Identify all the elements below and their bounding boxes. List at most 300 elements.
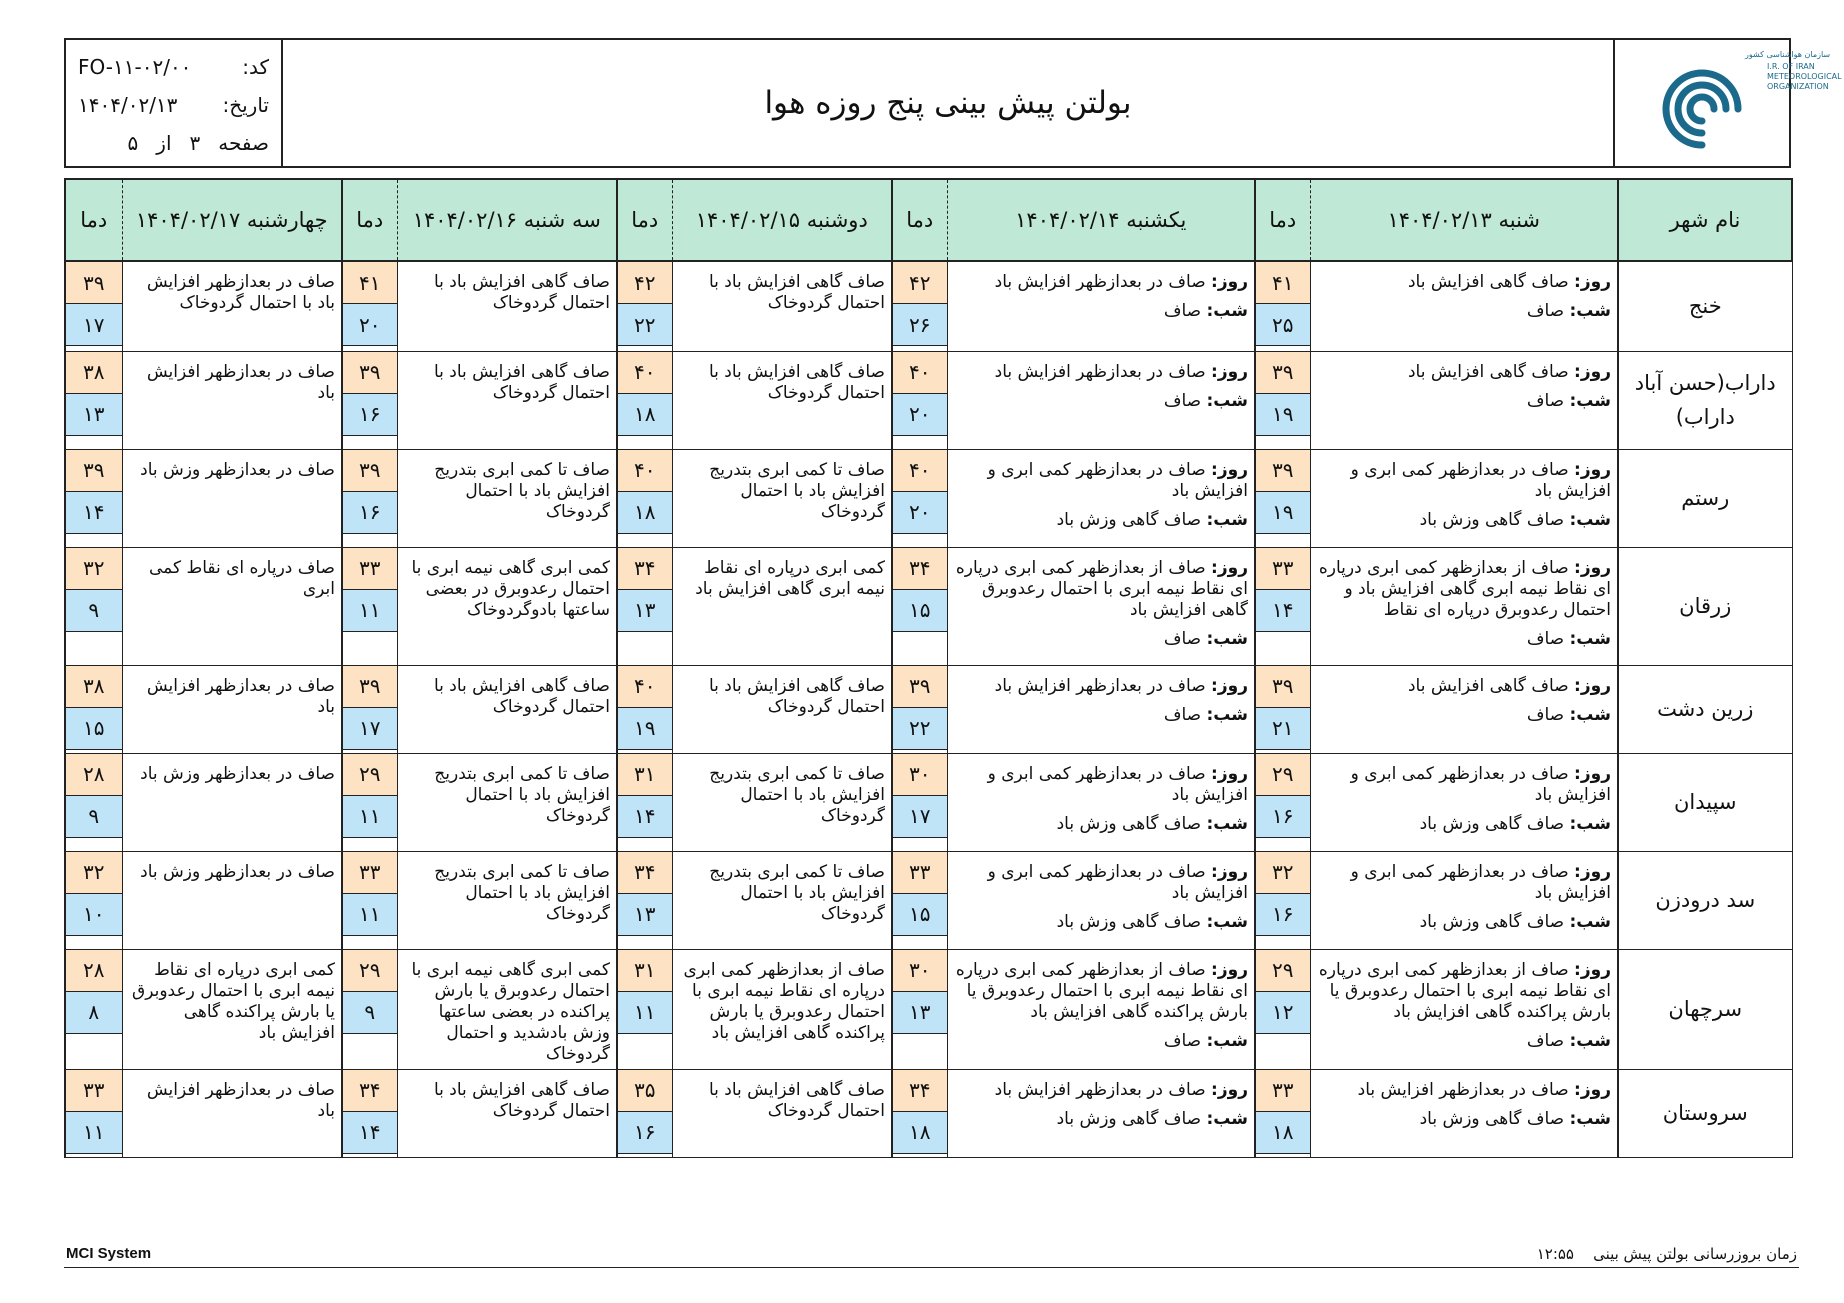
day-label: روز: [1574, 675, 1611, 696]
min-temperature: ۱۱ [618, 992, 672, 1034]
max-temperature: ۳۲ [66, 852, 122, 894]
bulletin-meta [66, 40, 283, 166]
day-text: صاف گاهی افزایش باد [1407, 361, 1569, 382]
day-text: صاف در بعدازظهر کمی ابری و افزایش باد [987, 459, 1248, 501]
max-temperature: ۲۹ [1256, 950, 1310, 992]
temperature-cell [1255, 547, 1310, 665]
city-name: سپیدان [1618, 753, 1792, 851]
night-label: شب: [1569, 1108, 1611, 1129]
forecast-description [672, 547, 892, 665]
day-label: روز: [1574, 272, 1611, 292]
temperature-cell [65, 351, 122, 449]
temperature-cell [617, 665, 672, 753]
max-temperature: ۴۰ [618, 352, 672, 394]
min-temperature: ۱۶ [618, 1112, 672, 1154]
night-forecast [954, 301, 1249, 322]
max-temperature: ۳۰ [893, 950, 947, 992]
temperature-cell [342, 949, 397, 1069]
city-name: خنج [1618, 261, 1792, 351]
min-temperature: ۱۸ [618, 394, 672, 436]
min-temperature: ۹ [343, 992, 397, 1034]
night-text: صاف گاهی وزش باد [1056, 509, 1202, 530]
max-temperature: ۳۴ [618, 852, 672, 894]
temperature-cell [65, 547, 122, 665]
min-temperature: ۱۹ [1256, 492, 1310, 534]
city-name: زرقان [1618, 547, 1792, 665]
forecast-text: صاف گاهی افزایش باد با احتمال گردوخاک [708, 675, 885, 717]
max-temperature: ۳۲ [1256, 852, 1310, 894]
code-label: کد: [242, 55, 269, 79]
forecast-description [947, 1069, 1255, 1157]
table-row [65, 261, 1792, 351]
min-temperature: ۱۸ [1256, 1112, 1310, 1154]
max-temperature: ۳۴ [618, 548, 672, 590]
temperature-cell [892, 949, 947, 1069]
night-label: شب: [1206, 704, 1248, 725]
day-forecast [1317, 960, 1612, 1023]
forecast-description [122, 665, 342, 753]
forecast-description [397, 851, 617, 949]
logo-org-en-3: ORGANIZATION [1767, 82, 1829, 91]
temperature-cell [892, 753, 947, 851]
day-forecast [954, 676, 1249, 697]
max-temperature: ۲۸ [66, 754, 122, 796]
temp-column-header: دما [65, 179, 122, 261]
temperature-cell [892, 547, 947, 665]
forecast-text: صاف گاهی افزایش باد با احتمال گردوخاک [708, 361, 885, 403]
day-label: روز: [1211, 675, 1248, 696]
max-temperature: ۳۱ [618, 950, 672, 992]
max-temperature: ۴۲ [893, 262, 947, 304]
day-label: روز: [1574, 459, 1611, 480]
forecast-text: صاف گاهی افزایش باد با احتمال گردوخاک [433, 675, 610, 717]
max-temperature: ۲۸ [66, 950, 122, 992]
table-header-row [65, 179, 1792, 261]
page-current: ۳ [189, 131, 201, 155]
temperature-cell [1255, 449, 1310, 547]
forecast-description [947, 949, 1255, 1069]
forecast-description [947, 753, 1255, 851]
night-label: شب: [1206, 1108, 1248, 1129]
day-label: روز: [1574, 861, 1611, 882]
table-row [65, 753, 1792, 851]
min-temperature: ۱۵ [66, 708, 122, 750]
max-temperature: ۳۴ [893, 1070, 947, 1112]
min-temperature: ۱۱ [343, 894, 397, 936]
min-temperature: ۸ [66, 992, 122, 1034]
page-label: صفحه [218, 131, 269, 155]
night-label: شب: [1569, 301, 1611, 321]
night-label: شب: [1206, 911, 1248, 932]
temperature-cell [892, 261, 947, 351]
day-label: روز: [1574, 1079, 1611, 1100]
max-temperature: ۳۹ [1256, 666, 1310, 708]
forecast-text: صاف تا کمی ابری بتدریج افزایش باد با احتمال گردوخاک [709, 763, 885, 826]
code-value: FO-۱۱-۰۲/۰۰ [78, 55, 192, 79]
night-label: شب: [1569, 628, 1611, 649]
logo-org-en-2: METEOROLOGICAL [1767, 72, 1842, 81]
table-row [65, 851, 1792, 949]
day-text: صاف در بعدازظهر افزایش باد [994, 361, 1206, 382]
night-text: صاف گاهی وزش باد [1056, 1108, 1202, 1129]
city-name: سد درودزن [1618, 851, 1792, 949]
min-temperature: ۲۲ [618, 304, 672, 346]
temperature-cell [617, 1069, 672, 1157]
forecast-description [947, 665, 1255, 753]
table-row [65, 351, 1792, 449]
forecast-description [947, 351, 1255, 449]
forecast-description [1310, 851, 1618, 949]
min-temperature: ۱۱ [66, 1112, 122, 1154]
temperature-cell [65, 261, 122, 351]
day-text: صاف در بعدازظهر کمی ابری و افزایش باد [987, 861, 1248, 903]
temperature-cell [617, 949, 672, 1069]
day-column-header: یکشنبه ۱۴۰۴/۰۲/۱۴ [947, 179, 1255, 261]
night-label: شب: [1569, 509, 1611, 530]
min-temperature: ۱۶ [1256, 796, 1310, 838]
day-column-header: سه شنبه ۱۴۰۴/۰۲/۱۶ [397, 179, 617, 261]
table-row [65, 547, 1792, 665]
forecast-description [122, 851, 342, 949]
min-temperature: ۲۱ [1256, 708, 1310, 750]
day-text: صاف در بعدازظهر افزایش باد [1357, 1079, 1569, 1100]
forecast-text: صاف در بعدازظهر وزش باد [140, 459, 335, 480]
forecast-description [672, 351, 892, 449]
day-text: صاف در بعدازظهر افزایش باد [994, 675, 1206, 696]
max-temperature: ۳۳ [1256, 1070, 1310, 1112]
forecast-text: کمی ابری گاهی نیمه ابری با احتمال رعدوبرق در بعضی ساعتها بادوگردوخاک [411, 557, 610, 620]
temperature-cell [892, 351, 947, 449]
night-forecast [1317, 391, 1612, 412]
forecast-text: صاف تا کمی ابری بتدریج افزایش باد با احتمال گردوخاک [434, 763, 610, 826]
date-value: ۱۴۰۴/۰۲/۱۳ [78, 93, 178, 117]
temperature-cell [342, 261, 397, 351]
bulletin-footer [64, 1245, 1799, 1268]
forecast-description [1310, 351, 1618, 449]
night-text: صاف گاهی وزش باد [1419, 813, 1565, 834]
max-temperature: ۳۴ [893, 548, 947, 590]
forecast-description [672, 665, 892, 753]
forecast-description [1310, 1069, 1618, 1157]
max-temperature: ۳۹ [343, 352, 397, 394]
min-temperature: ۱۶ [343, 394, 397, 436]
min-temperature: ۱۴ [343, 1112, 397, 1154]
day-label: روز: [1211, 459, 1248, 480]
forecast-text: صاف در بعدازظهر افزایش باد با احتمال گردوخاک [146, 272, 335, 313]
night-label: شب: [1569, 390, 1611, 411]
max-temperature: ۳۹ [343, 450, 397, 492]
forecast-description [672, 261, 892, 351]
night-text: صاف گاهی وزش باد [1419, 509, 1565, 530]
forecast-description [397, 1069, 617, 1157]
min-temperature: ۱۳ [618, 894, 672, 936]
max-temperature: ۳۹ [66, 450, 122, 492]
night-label: شب: [1569, 704, 1611, 725]
night-forecast [1317, 629, 1612, 650]
city-name: سروستان [1618, 1069, 1792, 1157]
temperature-cell [342, 1069, 397, 1157]
day-label: روز: [1211, 861, 1248, 882]
forecast-description [122, 449, 342, 547]
night-text: صاف [1163, 628, 1202, 649]
forecast-text: کمی ابری درپاره ای نقاط نیمه ابری گاهی افزایش باد [695, 557, 885, 599]
day-text: صاف از بعدازظهر کمی ابری درپاره ای نقاط نیمه ابری با احتمال رعدوبرق یا بارش پراکنده گاهی افزایش باد [1318, 959, 1611, 1022]
day-label: روز: [1211, 1079, 1248, 1100]
max-temperature: ۳۹ [1256, 450, 1310, 492]
max-temperature: ۴۱ [343, 262, 397, 304]
min-temperature: ۲۲ [893, 708, 947, 750]
min-temperature: ۱۴ [618, 796, 672, 838]
table-row [65, 665, 1792, 753]
day-label: روز: [1211, 361, 1248, 382]
city-name: زرین دشت [1618, 665, 1792, 753]
night-forecast [1317, 705, 1612, 726]
table-row [65, 1069, 1792, 1157]
night-forecast [954, 1109, 1249, 1130]
max-temperature: ۴۰ [618, 450, 672, 492]
night-label: شب: [1206, 813, 1248, 834]
temperature-cell [1255, 851, 1310, 949]
night-text: صاف [1526, 628, 1565, 649]
night-forecast [954, 391, 1249, 412]
max-temperature: ۴۰ [893, 450, 947, 492]
max-temperature: ۳۹ [66, 262, 122, 304]
max-temperature: ۳۳ [66, 1070, 122, 1112]
forecast-description [397, 449, 617, 547]
forecast-description [947, 547, 1255, 665]
forecast-description [122, 351, 342, 449]
temperature-cell [65, 665, 122, 753]
night-text: صاف گاهی وزش باد [1056, 911, 1202, 932]
night-text: صاف [1163, 301, 1202, 321]
night-forecast [1317, 814, 1612, 835]
temperature-cell [892, 665, 947, 753]
forecast-description [672, 449, 892, 547]
night-text: صاف [1163, 1030, 1202, 1051]
forecast-description [947, 851, 1255, 949]
temperature-cell [617, 261, 672, 351]
temperature-cell [65, 1069, 122, 1157]
day-text: صاف گاهی افزایش باد [1407, 675, 1569, 696]
forecast-text: صاف در بعدازظهر افزایش باد [146, 675, 335, 717]
night-text: صاف گاهی وزش باد [1419, 1108, 1565, 1129]
temperature-cell [892, 449, 947, 547]
table-row [65, 949, 1792, 1069]
update-time: ۱۲:۵۵ [1536, 1245, 1574, 1263]
min-temperature: ۱۶ [1256, 894, 1310, 936]
day-text: صاف در بعدازظهر کمی ابری و افزایش باد [1350, 459, 1611, 501]
night-forecast [1317, 1109, 1612, 1130]
night-label: شب: [1569, 911, 1611, 932]
min-temperature: ۹ [66, 796, 122, 838]
day-label: روز: [1211, 959, 1248, 980]
city-column-header: نام شهر [1618, 179, 1792, 261]
temp-column-header: دما [1255, 179, 1310, 261]
forecast-description [672, 753, 892, 851]
day-forecast [954, 862, 1249, 904]
page-total: ۵ [127, 131, 139, 155]
forecast-text: صاف در بعدازظهر وزش باد [140, 861, 335, 882]
day-text: صاف در بعدازظهر کمی ابری و افزایش باد [987, 763, 1248, 805]
day-label: روز: [1211, 557, 1248, 578]
bulletin-header [64, 38, 1842, 168]
temperature-cell [1255, 665, 1310, 753]
max-temperature: ۴۰ [618, 666, 672, 708]
forecast-description [122, 753, 342, 851]
page-of: از [156, 131, 172, 155]
temperature-cell [65, 753, 122, 851]
forecast-text: صاف گاهی افزایش باد با احتمال گردوخاک [708, 272, 885, 313]
max-temperature: ۲۹ [343, 950, 397, 992]
forecast-description [1310, 753, 1618, 851]
max-temperature: ۳۵ [618, 1070, 672, 1112]
meteorological-organization-icon [1627, 43, 1842, 163]
temperature-cell [342, 753, 397, 851]
forecast-description [947, 261, 1255, 351]
day-text: صاف در بعدازظهر افزایش باد [994, 272, 1206, 292]
min-temperature: ۱۰ [66, 894, 122, 936]
day-column-header: چهارشنبه ۱۴۰۴/۰۲/۱۷ [122, 179, 342, 261]
night-text: صاف [1526, 1030, 1565, 1051]
temperature-cell [342, 351, 397, 449]
min-temperature: ۱۱ [343, 796, 397, 838]
forecast-text: صاف در بعدازظهر وزش باد [140, 763, 335, 784]
forecast-description [397, 949, 617, 1069]
temp-column-header: دما [892, 179, 947, 261]
forecast-description [122, 547, 342, 665]
day-forecast [1317, 1080, 1612, 1101]
day-forecast [954, 362, 1249, 383]
forecast-description [397, 665, 617, 753]
night-text: صاف [1163, 704, 1202, 725]
forecast-description [397, 351, 617, 449]
day-text: صاف از بعدازظهر کمی ابری درپاره ای نقاط نیمه ابری با احتمال رعدوبرق گاهی افزایش باد [955, 557, 1248, 620]
forecast-description [1310, 449, 1618, 547]
forecast-description [397, 547, 617, 665]
forecast-description [122, 949, 342, 1069]
max-temperature: ۳۳ [1256, 548, 1310, 590]
temperature-cell [617, 449, 672, 547]
forecast-description [1310, 665, 1618, 753]
min-temperature: ۱۳ [618, 590, 672, 632]
min-temperature: ۱۷ [343, 708, 397, 750]
min-temperature: ۱۳ [893, 992, 947, 1034]
max-temperature: ۴۱ [1256, 262, 1310, 304]
min-temperature: ۱۸ [618, 492, 672, 534]
min-temperature: ۱۷ [66, 304, 122, 346]
night-forecast [954, 912, 1249, 933]
day-text: صاف از بعدازظهر کمی ابری درپاره ای نقاط نیمه ابری گاهی افزایش باد و احتمال رعدوبرق درپاره ای نقاط [1318, 557, 1611, 620]
forecast-description [1310, 261, 1618, 351]
min-temperature: ۱۵ [893, 590, 947, 632]
forecast-description [672, 851, 892, 949]
forecast-text: صاف درپاره ای نقاط کمی ابری [148, 557, 335, 599]
forecast-description [122, 1069, 342, 1157]
min-temperature: ۲۰ [893, 394, 947, 436]
day-forecast [954, 960, 1249, 1023]
night-label: شب: [1206, 390, 1248, 411]
day-label: روز: [1211, 763, 1248, 784]
forecast-text: صاف تا کمی ابری بتدریج افزایش باد با احتمال گردوخاک [709, 459, 885, 522]
night-text: صاف [1526, 301, 1565, 321]
night-label: شب: [1206, 509, 1248, 530]
min-temperature: ۲۰ [893, 492, 947, 534]
max-temperature: ۳۲ [66, 548, 122, 590]
forecast-description [397, 753, 617, 851]
forecast-text: صاف گاهی افزایش باد با احتمال گردوخاک [433, 361, 610, 403]
max-temperature: ۳۹ [893, 666, 947, 708]
max-temperature: ۳۳ [893, 852, 947, 894]
forecast-table-body [65, 261, 1792, 1157]
max-temperature: ۳۹ [1256, 352, 1310, 394]
max-temperature: ۳۸ [66, 666, 122, 708]
forecast-text: صاف گاهی افزایش باد با احتمال گردوخاک [433, 1079, 610, 1121]
city-name: داراب(حسن آباد داراب) [1618, 351, 1792, 449]
temperature-cell [892, 851, 947, 949]
min-temperature: ۱۲ [1256, 992, 1310, 1034]
temperature-cell [1255, 1069, 1310, 1157]
forecast-text: صاف تا کمی ابری بتدریج افزایش باد با احتمال گردوخاک [434, 861, 610, 924]
temp-column-header: دما [617, 179, 672, 261]
day-forecast [1317, 272, 1612, 293]
night-text: صاف [1526, 390, 1565, 411]
max-temperature: ۳۸ [66, 352, 122, 394]
city-name: رستم [1618, 449, 1792, 547]
night-forecast [954, 1031, 1249, 1052]
night-text: صاف گاهی وزش باد [1419, 911, 1565, 932]
night-label: شب: [1206, 628, 1248, 649]
forecast-text: صاف گاهی افزایش باد با احتمال گردوخاک [433, 272, 610, 313]
day-forecast [1317, 862, 1612, 904]
night-forecast [954, 705, 1249, 726]
max-temperature: ۲۹ [343, 754, 397, 796]
min-temperature: ۱۴ [66, 492, 122, 534]
min-temperature: ۱۹ [1256, 394, 1310, 436]
temperature-cell [617, 753, 672, 851]
min-temperature: ۱۶ [343, 492, 397, 534]
min-temperature: ۲۰ [343, 304, 397, 346]
max-temperature: ۳۳ [343, 548, 397, 590]
night-label: شب: [1569, 1030, 1611, 1051]
forecast-description [947, 449, 1255, 547]
day-text: صاف از بعدازظهر کمی ابری درپاره ای نقاط نیمه ابری با احتمال رعدوبرق یا بارش پراکنده گاهی افزایش باد [955, 959, 1248, 1022]
day-forecast [1317, 764, 1612, 806]
min-temperature: ۹ [66, 590, 122, 632]
logo-org-en-1: I.R. OF IRAN [1767, 62, 1815, 71]
day-forecast [1317, 460, 1612, 502]
day-label: روز: [1211, 272, 1248, 292]
bulletin-title: بولتن پیش بینی پنج روزه هوا [764, 85, 1132, 121]
table-row [65, 449, 1792, 547]
max-temperature: ۳۴ [343, 1070, 397, 1112]
temperature-cell [65, 851, 122, 949]
day-label: روز: [1574, 959, 1611, 980]
day-forecast [954, 558, 1249, 621]
forecast-text: صاف در بعدازظهر افزایش باد [146, 361, 335, 403]
temperature-cell [1255, 949, 1310, 1069]
forecast-description [672, 949, 892, 1069]
max-temperature: ۳۰ [893, 754, 947, 796]
page-row [78, 124, 269, 162]
night-text: صاف [1163, 390, 1202, 411]
night-text: صاف گاهی وزش باد [1056, 813, 1202, 834]
min-temperature: ۱۷ [893, 796, 947, 838]
day-forecast [1317, 558, 1612, 621]
forecast-text: صاف از بعدازظهر کمی ابری درپاره ای نقاط نیمه ابری با احتمال رعدوبرق یا بارش پراکنده گاهی افزایش باد [683, 959, 885, 1043]
max-temperature: ۳۳ [343, 852, 397, 894]
day-forecast [954, 272, 1249, 293]
city-name: سرچهان [1618, 949, 1792, 1069]
